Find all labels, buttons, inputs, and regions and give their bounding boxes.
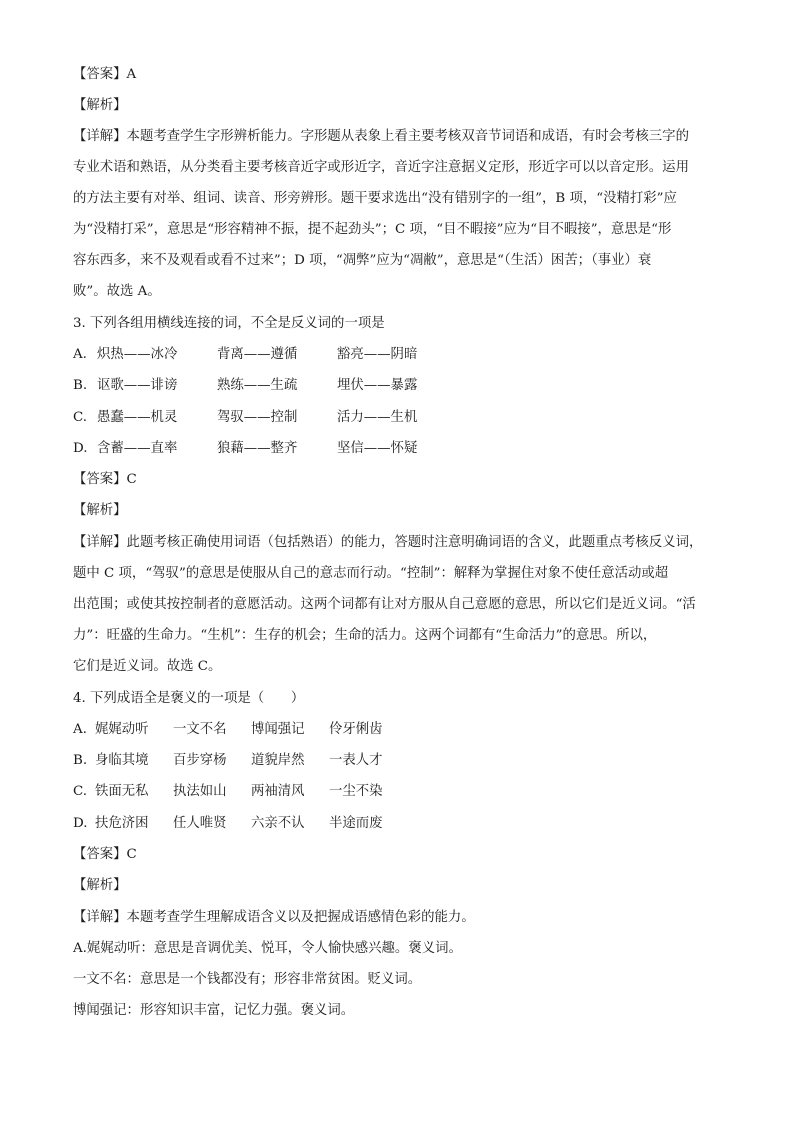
explanation-line: 题中 C 项，“驾驭”的意思是使服从自己的意志而行动。“控制”：解释为掌握住对象不使任意活动或超 bbox=[73, 566, 669, 581]
idiom: 百步穿杨 bbox=[173, 753, 227, 768]
question-4-stem: 4. 下列成语全是褒义的一项是（ ） bbox=[73, 691, 305, 706]
analysis-label: 【解析】 bbox=[73, 98, 127, 113]
explanation-line: A.娓娓动听：意思是音调优美、悦耳，令人愉快感兴趣。褒义词。 bbox=[73, 941, 462, 956]
option-letter: A. bbox=[73, 347, 87, 362]
word-pair: 熟练——生疏 bbox=[217, 378, 298, 393]
idiom: 任人唯贤 bbox=[173, 816, 227, 831]
idiom: 一文不名 bbox=[173, 722, 227, 737]
word-pair: 含蓄——直率 bbox=[97, 441, 178, 456]
idiom: 伶牙俐齿 bbox=[329, 722, 383, 737]
idiom: 执法如山 bbox=[173, 784, 227, 799]
word-pair: 豁亮——阴暗 bbox=[337, 347, 418, 362]
explanation-line: 【详解】本题考查学生字形辨析能力。字形题从表象上看主要考核双音节词语和成语，有时会考核三字的 bbox=[73, 129, 689, 144]
idiom: 博闻强记 bbox=[251, 722, 305, 737]
explanation-line: 为“没精打采”，意思是“形容精神不振，提不起劲头”；C 项，“目不暇接”应为“目不暇接”，意思是“形 bbox=[73, 222, 672, 237]
question-4-option-d bbox=[73, 814, 723, 834]
question-3-stem: 3. 下列各组用横线连接的词，不全是反义词的一项是 bbox=[73, 316, 385, 331]
explanation-line: 力”：旺盛的生命力。“生机”：生存的机会；生命的活力。这两个词都有“生命活力”的意思。所以， bbox=[73, 628, 657, 643]
question-3-option-b bbox=[73, 376, 723, 396]
question-3-option-c bbox=[73, 408, 723, 428]
idiom: 身临其境 bbox=[95, 753, 149, 768]
question-3-option-d bbox=[73, 439, 723, 459]
idiom: 一表人才 bbox=[329, 753, 383, 768]
word-pair: 背离——遵循 bbox=[217, 347, 298, 362]
explanation-line: 容东西多，来不及观看或看不过来”；D 项，“凋弊”应为“凋敝”，意思是“（生活）困苦；（事业）衰 bbox=[73, 253, 652, 268]
analysis-label: 【解析】 bbox=[73, 503, 127, 518]
idiom: 半途而废 bbox=[329, 816, 383, 831]
explanation-line: 一文不名：意思是一个钱都没有；形容非常贫困。贬义词。 bbox=[73, 972, 422, 987]
word-pair: 狼藉——整齐 bbox=[217, 441, 298, 456]
question-3-option-a bbox=[73, 345, 723, 365]
option-letter: B. bbox=[73, 753, 88, 768]
question-4-option-a bbox=[73, 720, 723, 740]
idiom: 娓娓动听 bbox=[95, 722, 149, 737]
idiom: 扶危济困 bbox=[95, 816, 149, 831]
explanation-line: 的方法主要有对举、组词、读音、形旁辨形。题干要求选出“没有错别字的一组”，B 项，“没精打彩”应 bbox=[73, 191, 677, 206]
word-pair: 愚蠢——机灵 bbox=[97, 410, 178, 425]
word-pair: 炽热——冰冷 bbox=[97, 347, 178, 362]
explanation-line: 博闻强记：形容知识丰富，记忆力强。褒义词。 bbox=[73, 1003, 355, 1018]
idiom: 一尘不染 bbox=[329, 784, 383, 799]
word-pair: 讴歌——诽谤 bbox=[97, 378, 178, 393]
option-letter: A. bbox=[73, 722, 87, 737]
answer-label: 【答案】C bbox=[73, 847, 137, 862]
option-letter: C. bbox=[73, 410, 88, 425]
idiom: 六亲不认 bbox=[251, 816, 305, 831]
explanation-line: 它们是近义词。故选 C。 bbox=[73, 659, 222, 674]
analysis-label: 【解析】 bbox=[73, 878, 127, 893]
idiom: 道貌岸然 bbox=[251, 753, 305, 768]
word-pair: 活力——生机 bbox=[337, 410, 418, 425]
explanation-line: 出范围；或使其按控制者的意愿活动。这两个词都有让对方服从自己意愿的意思，所以它们是近义词。“活 bbox=[73, 597, 696, 612]
idiom: 两袖清风 bbox=[251, 784, 305, 799]
explanation-line: 败”。故选 A。 bbox=[73, 284, 161, 299]
option-letter: D. bbox=[73, 816, 88, 831]
question-4-option-c bbox=[73, 782, 723, 802]
answer-label: 【答案】C bbox=[73, 472, 137, 487]
word-pair: 驾驭——控制 bbox=[217, 410, 298, 425]
word-pair: 坚信——怀疑 bbox=[337, 441, 418, 456]
idiom: 铁面无私 bbox=[95, 784, 149, 799]
option-letter: C. bbox=[73, 784, 88, 799]
word-pair: 埋伏——暴露 bbox=[337, 378, 418, 393]
explanation-line: 【详解】本题考查学生理解成语含义以及把握成语感情色彩的能力。 bbox=[73, 910, 475, 925]
question-4-option-b bbox=[73, 751, 723, 771]
explanation-line: 【详解】此题考核正确使用词语（包括熟语）的能力，答题时注意明确词语的含义，此题重点考核反义词， bbox=[73, 535, 703, 550]
option-letter: D. bbox=[73, 441, 88, 456]
explanation-line: 专业术语和熟语，从分类看主要考核音近字或形近字，音近字注意据义定形，形近字可以以音定形。运用 bbox=[73, 160, 689, 175]
option-letter: B. bbox=[73, 378, 88, 393]
answer-label: 【答案】A bbox=[73, 67, 137, 82]
